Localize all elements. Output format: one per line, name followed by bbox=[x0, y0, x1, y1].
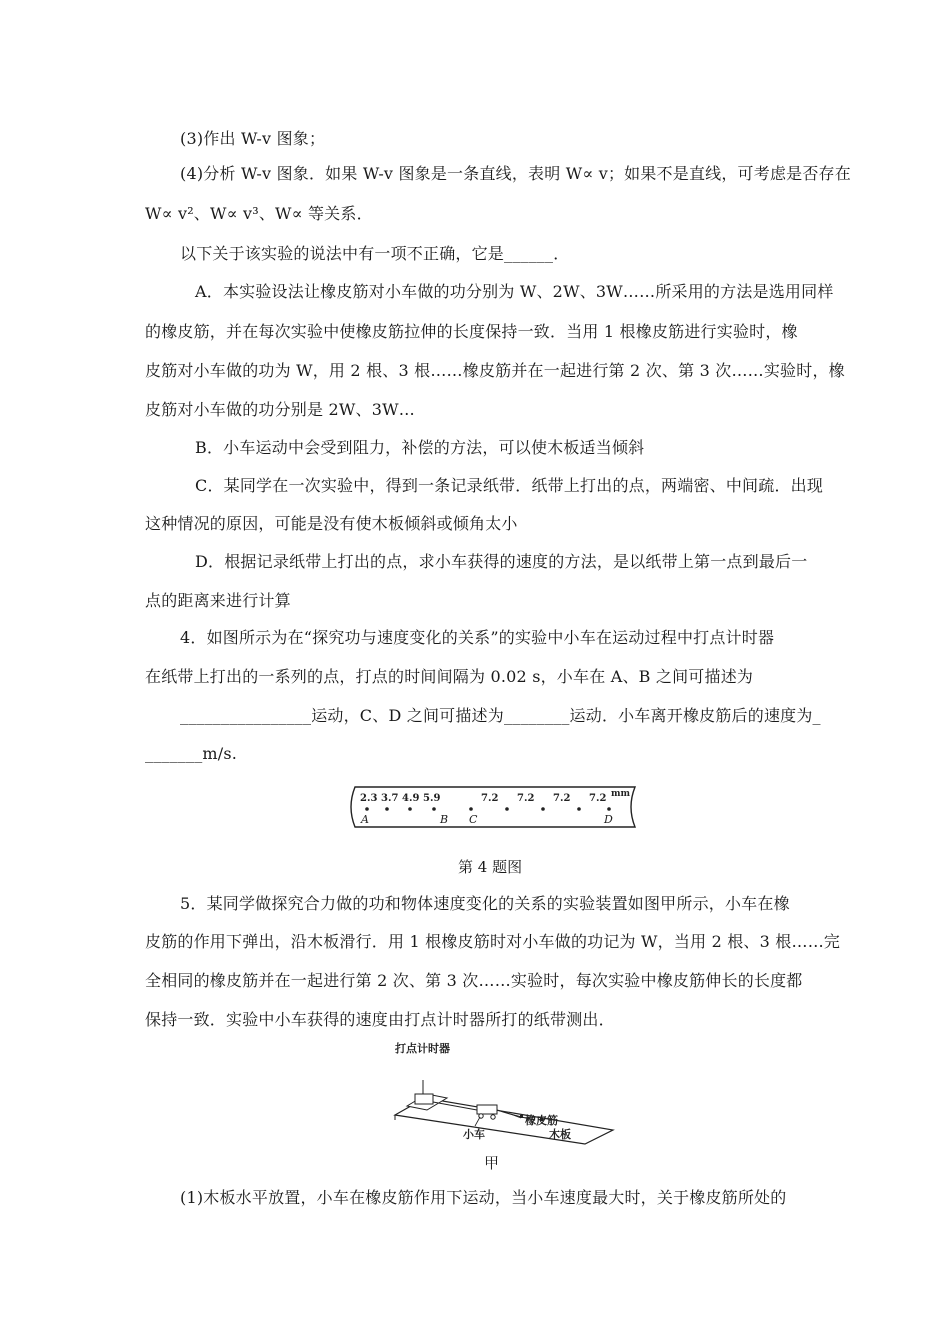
tape-distance-6: 7.2 bbox=[517, 793, 535, 804]
q4-line2: 在纸带上打出的一系列的点，打点的时间间隔为 0.02 s，小车在 A、B 之间可描述为 bbox=[145, 667, 754, 686]
tape-distance-7: 7.2 bbox=[553, 793, 571, 804]
tape-distance-2: 3.7 bbox=[381, 793, 399, 804]
tape-dot-9 bbox=[607, 807, 611, 811]
tape-label-d: D bbox=[604, 813, 613, 826]
tape-dot-5 bbox=[469, 807, 473, 811]
option-d-line2: 点的距离来进行计算 bbox=[145, 591, 291, 610]
tape-unit: mm bbox=[611, 789, 631, 799]
option-a-line2: 的橡皮筋，并在每次实验中使橡皮筋拉伸的长度保持一致．当用 1 根橡皮筋进行实验时，橡 bbox=[145, 322, 798, 341]
paper-tape-figure bbox=[345, 783, 645, 833]
label-cart: 小车 bbox=[463, 1128, 485, 1141]
tape-label-a: A bbox=[361, 813, 369, 826]
tape-label-c: C bbox=[469, 813, 478, 826]
tape-dot-1 bbox=[365, 807, 369, 811]
q5-line3: 全相同的橡皮筋并在一起进行第 2 次、第 3 次……实验时，每次实验中橡皮筋伸长的长度都 bbox=[145, 971, 803, 990]
tape-distance-8: 7.2 bbox=[589, 793, 607, 804]
tape-dot-6 bbox=[505, 807, 509, 811]
option-a-line4: 皮筋对小车做的功分别是 2W、3W… bbox=[145, 400, 415, 419]
text-line-relations: W∝ v²、W∝ v³、W∝ 等关系． bbox=[145, 204, 373, 223]
option-d-line1: D．根据记录纸带上打出的点，求小车获得的速度的方法，是以纸带上第一点到最后一 bbox=[195, 552, 808, 571]
q5-part1-line: (1)木板水平放置，小车在橡皮筋作用下运动，当小车速度最大时，关于橡皮筋所处的 bbox=[180, 1188, 787, 1207]
tape-distance-3: 4.9 bbox=[402, 793, 420, 804]
fig4-caption: 第 4 题图 bbox=[458, 858, 523, 876]
label-board: 木板 bbox=[549, 1128, 571, 1141]
tape-dot-4 bbox=[432, 807, 436, 811]
q4-line4: _______m/s. bbox=[145, 744, 238, 763]
label-band: 橡皮筋 bbox=[525, 1114, 558, 1127]
text-line-question: 以下关于该实验的说法中有一项不正确，它是______． bbox=[180, 244, 570, 263]
tape-label-b: B bbox=[440, 813, 449, 826]
option-a-line3: 皮筋对小车做的功为 W，用 2 根、3 根……橡皮筋并在一起进行第 2 次、第 3 次……实验时，橡 bbox=[145, 361, 845, 380]
tape-dot-7 bbox=[541, 807, 545, 811]
text-line-step3: (3)作出 W-v 图象； bbox=[180, 129, 326, 148]
tape-distance-4: 5.9 bbox=[423, 793, 441, 804]
tape-distance-5: 7.2 bbox=[481, 793, 499, 804]
tape-dot-8 bbox=[577, 807, 581, 811]
text-line-step4: (4)分析 W-v 图象．如果 W-v 图象是一条直线，表明 W∝ v；如果不是直线，可考虑是否存在 bbox=[180, 164, 851, 183]
q4-line3: ________________运动，C、D 之间可描述为________运动．小车离开橡皮筋后的速度为_ bbox=[180, 706, 821, 725]
q5-line4: 保持一致．实验中小车获得的速度由打点计时器所打的纸带测出． bbox=[145, 1010, 615, 1029]
tape-dot-3 bbox=[408, 807, 412, 811]
fig5-caption: 甲 bbox=[484, 1154, 500, 1172]
label-timer: 打点计时器 bbox=[395, 1042, 450, 1055]
q4-line1: 4．如图所示为在“探究功与速度变化的关系”的实验中小车在运动过程中打点计时器 bbox=[180, 628, 775, 647]
tape-distance-1: 2.3 bbox=[360, 793, 378, 804]
option-b: B．小车运动中会受到阻力，补偿的方法，可以使木板适当倾斜 bbox=[195, 438, 645, 457]
option-a-line1: A．本实验设法让橡皮筋对小车做的功分别为 W、2W、3W……所采用的方法是选用同样 bbox=[195, 282, 834, 301]
option-c-line1: C．某同学在一次实验中，得到一条记录纸带．纸带上打出的点，两端密、中间疏．出现 bbox=[195, 476, 824, 495]
tape-dot-2 bbox=[385, 807, 389, 811]
q5-line1: 5．某同学做探究合力做的功和物体速度变化的关系的实验装置如图甲所示，小车在橡 bbox=[180, 894, 790, 913]
option-c-line2: 这种情况的原因，可能是没有使木板倾斜或倾角太小 bbox=[145, 514, 518, 533]
q5-line2: 皮筋的作用下弹出，沿木板滑行．用 1 根橡皮筋时对小车做的功记为 W，当用 2 根、3 根……完 bbox=[145, 932, 841, 951]
apparatus-figure bbox=[385, 1040, 615, 1145]
